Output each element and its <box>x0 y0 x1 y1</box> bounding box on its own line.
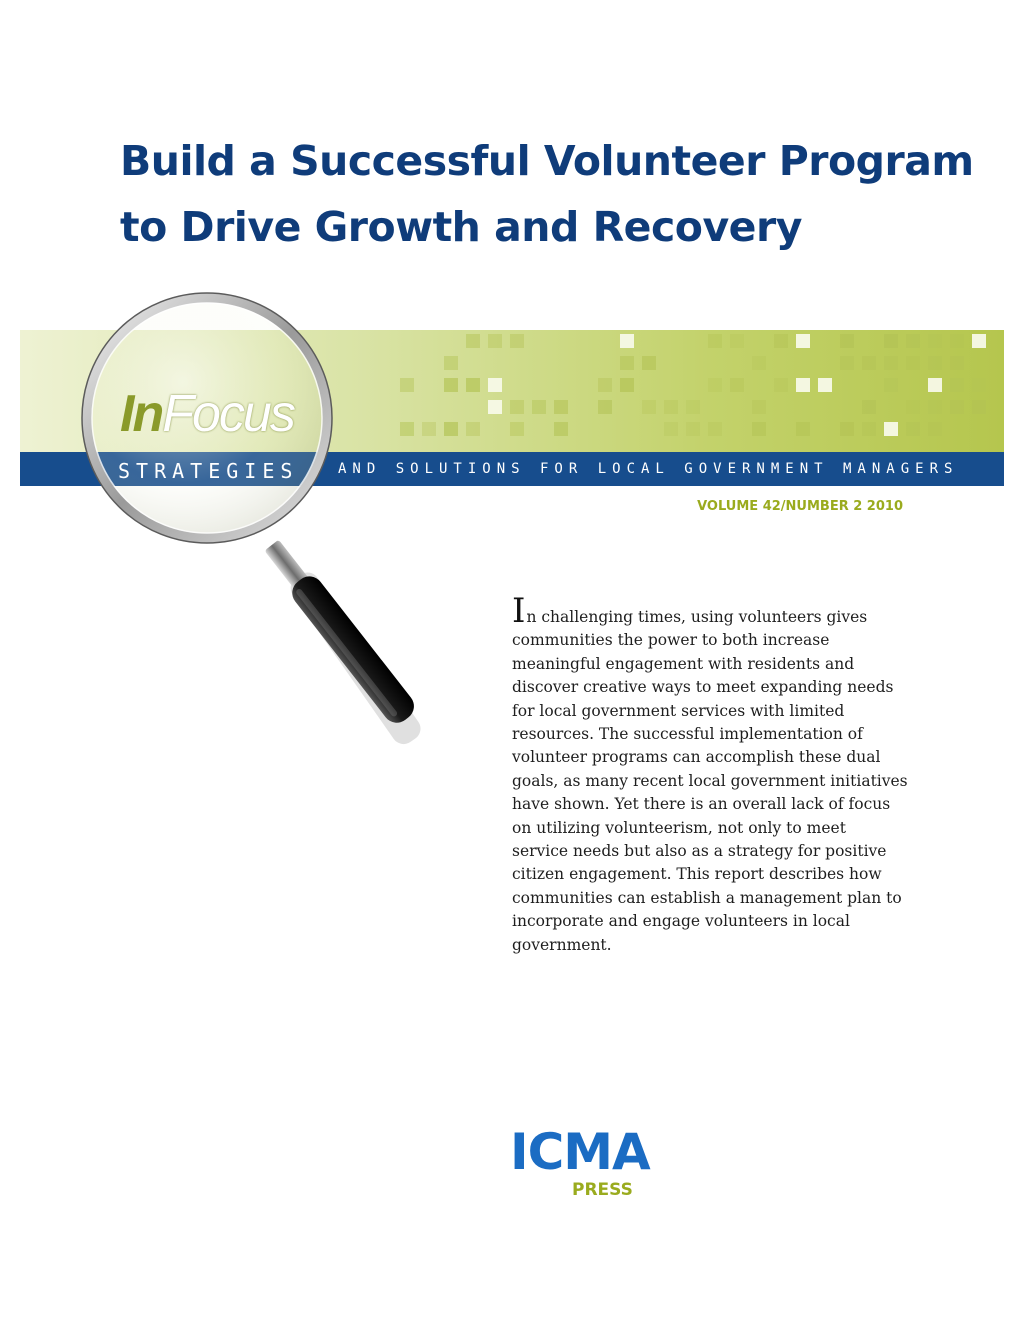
logo-focus: Focus <box>162 385 294 443</box>
banner-tile <box>510 422 524 436</box>
series-tagline: AND SOLUTIONS FOR LOCAL GOVERNMENT MANAGERS <box>338 461 959 477</box>
banner-tile <box>928 400 942 414</box>
banner-tile <box>906 356 920 370</box>
drop-cap: I <box>512 591 526 631</box>
issue-number: VOLUME 42/NUMBER 2 2010 <box>697 499 903 514</box>
intro-line: government. <box>512 935 612 954</box>
banner-tile <box>950 356 964 370</box>
banner-tile <box>488 400 502 414</box>
intro-line: service needs but also as a strategy for positive <box>512 842 887 861</box>
banner-tile <box>972 378 986 392</box>
banner-tile <box>796 378 810 392</box>
intro-line: citizen engagement. This report describes how <box>512 865 882 884</box>
banner-tile <box>554 422 568 436</box>
title-line-1: Build a Successful Volunteer Program <box>120 137 974 185</box>
banner-tile <box>928 356 942 370</box>
intro-line: on utilizing volunteerism, not only to meet <box>512 818 846 837</box>
banner-tile <box>840 334 854 348</box>
banner-tile <box>818 378 832 392</box>
banner-tile <box>840 356 854 370</box>
banner-tile <box>862 422 876 436</box>
banner-tile <box>972 400 986 414</box>
banner-tile <box>686 400 700 414</box>
title-line-2: to Drive Growth and Recovery <box>120 203 802 251</box>
banner-tile <box>510 334 524 348</box>
banner-tile <box>884 356 898 370</box>
banner-tile <box>928 378 942 392</box>
banner-tile <box>796 422 810 436</box>
banner-tile <box>950 400 964 414</box>
banner-tile <box>708 422 722 436</box>
banner-tile <box>488 334 502 348</box>
intro-line: meaningful engagement with residents and <box>512 654 855 673</box>
magnifying-glass-icon <box>0 290 480 760</box>
banner-tile <box>730 378 744 392</box>
infocus-logo <box>120 384 294 444</box>
banner-tile <box>884 334 898 348</box>
intro-line: resources. The successful implementation of <box>512 725 863 744</box>
banner-tile <box>862 356 876 370</box>
logo-in: In <box>120 385 163 443</box>
banner-tile <box>620 334 634 348</box>
series-tagline-magnified: STRATEGIES <box>118 459 299 483</box>
banner-tile <box>532 400 546 414</box>
banner-tile <box>686 422 700 436</box>
banner-tile <box>862 400 876 414</box>
banner-tile <box>840 422 854 436</box>
banner-tile <box>928 422 942 436</box>
banner-tile <box>884 378 898 392</box>
banner-tile <box>884 422 898 436</box>
banner-tile <box>620 356 634 370</box>
banner-tile <box>906 422 920 436</box>
banner-tile <box>554 400 568 414</box>
banner-tile <box>510 400 524 414</box>
intro-paragraph <box>512 591 912 957</box>
intro-line: for local government services with limited <box>512 701 845 720</box>
banner-tile <box>730 334 744 348</box>
banner-tile <box>906 334 920 348</box>
banner-tile <box>774 378 788 392</box>
intro-line: discover creative ways to meet expanding needs <box>512 678 894 697</box>
banner-tile <box>664 422 678 436</box>
banner-tile <box>642 400 656 414</box>
intro-line-1: n challenging times, using volunteers gives <box>526 608 868 626</box>
publisher-imprint: PRESS <box>572 1180 633 1200</box>
banner-tile <box>752 356 766 370</box>
intro-line: incorporate and engage volunteers in local <box>512 912 850 931</box>
banner-tile <box>928 334 942 348</box>
banner-tile <box>774 334 788 348</box>
banner-tile <box>642 356 656 370</box>
banner-tile <box>796 334 810 348</box>
banner-tile <box>488 378 502 392</box>
banner-tile <box>620 378 634 392</box>
intro-line: volunteer programs can accomplish these dual <box>512 748 881 767</box>
publisher-name: ICMA <box>510 1123 650 1181</box>
banner-tile <box>664 400 678 414</box>
intro-line: communities can establish a management plan to <box>512 888 902 907</box>
banner-tile <box>708 334 722 348</box>
banner-tile <box>598 400 612 414</box>
banner-tile <box>972 334 986 348</box>
intro-line: communities the power to both increase <box>512 631 830 650</box>
intro-first-line <box>512 591 912 631</box>
banner-tile <box>598 378 612 392</box>
intro-line: have shown. Yet there is an overall lack of focus <box>512 795 891 814</box>
banner-tile <box>752 422 766 436</box>
intro-line: goals, as many recent local government initiatives <box>512 771 908 790</box>
banner-tile <box>950 334 964 348</box>
banner-tile <box>906 400 920 414</box>
banner-tile <box>708 378 722 392</box>
page-title <box>120 128 980 260</box>
banner-tile <box>752 400 766 414</box>
banner-tile <box>950 378 964 392</box>
